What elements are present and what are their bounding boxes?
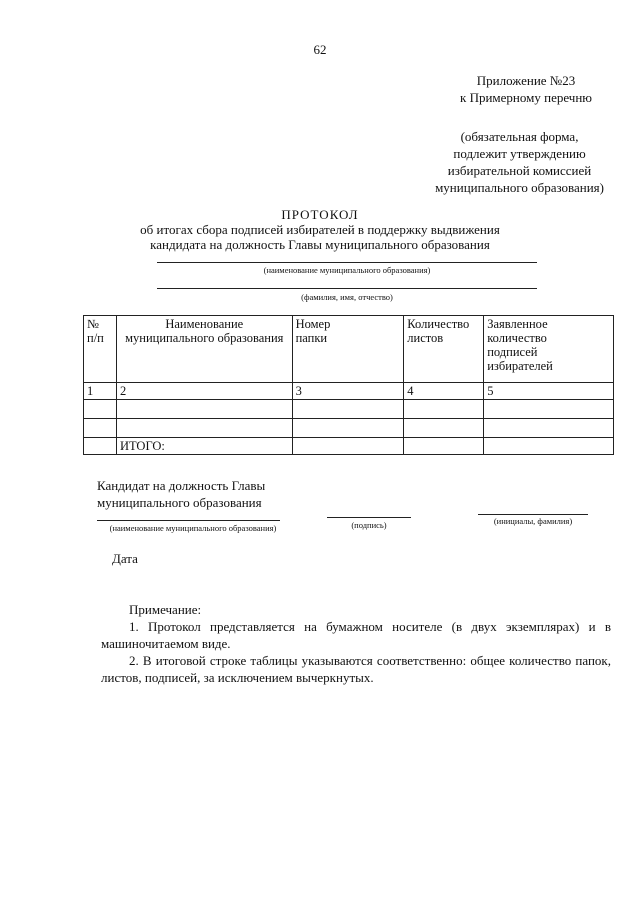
title-line-2: кандидата на должность Главы муниципального образования bbox=[150, 237, 490, 252]
header-folder-number: Номер папки bbox=[292, 316, 404, 383]
municipality-fill-line[interactable] bbox=[157, 262, 537, 263]
note-item-1: 1. Протокол представляется на бумажном носителе (в двух экземплярах) и в машиночитаемом виде. bbox=[101, 619, 611, 651]
table-cell[interactable] bbox=[484, 419, 614, 438]
table-row bbox=[84, 419, 614, 438]
approval-line-1: (обязательная форма, bbox=[460, 129, 579, 144]
notes-heading: Примечание: bbox=[129, 602, 202, 617]
signature-municipality-line[interactable] bbox=[97, 520, 280, 521]
header-declared-signatures: Заявленное количество подписей избирателей bbox=[484, 316, 614, 383]
col-number-4: 4 bbox=[404, 383, 484, 400]
signature-municipality-caption: (наименование муниципального образования) bbox=[109, 523, 277, 533]
table-cell[interactable] bbox=[404, 400, 484, 419]
col-number-2: 2 bbox=[116, 383, 292, 400]
title-heading: ПРОТОКОЛ bbox=[281, 207, 359, 222]
table-total-row bbox=[84, 438, 614, 455]
header-number: № п/п bbox=[84, 316, 117, 383]
table-row bbox=[84, 400, 614, 419]
fullname-fill-line[interactable] bbox=[157, 288, 537, 289]
table-cell bbox=[84, 438, 117, 455]
appendix-line-2: к Примерному перечню bbox=[460, 90, 592, 105]
table-cell[interactable] bbox=[116, 419, 292, 438]
header-sheet-count: Количество листов bbox=[404, 316, 484, 383]
header-municipality: Наименование муниципального образования bbox=[116, 316, 292, 383]
table-cell[interactable] bbox=[292, 419, 404, 438]
table-cell[interactable] bbox=[116, 400, 292, 419]
table-cell[interactable] bbox=[484, 400, 614, 419]
document-title bbox=[0, 207, 640, 252]
approval-line-2: подлежит утверждению bbox=[453, 146, 586, 161]
total-sheets[interactable] bbox=[404, 438, 484, 455]
col-number-1: 1 bbox=[84, 383, 117, 400]
candidate-line-1: Кандидат на должность Главы bbox=[97, 478, 266, 493]
fullname-caption: (фамилия, имя, отчество) bbox=[301, 292, 393, 302]
total-folders[interactable] bbox=[292, 438, 404, 455]
title-line-1: об итогах сбора подписей избирателей в поддержку выдвижения bbox=[140, 222, 500, 237]
date-label: Дата bbox=[112, 551, 138, 566]
total-label: ИТОГО: bbox=[116, 438, 292, 455]
approval-line-4: муниципального образования) bbox=[435, 180, 604, 195]
candidate-label bbox=[97, 477, 265, 511]
appendix-line-1: Приложение №23 bbox=[476, 73, 576, 88]
note-item-2: 2. В итоговой строке таблицы указываются соответственно: общее количество папок, листов, подписей, за исключением вычеркнутых. bbox=[101, 653, 611, 685]
table-cell[interactable] bbox=[404, 419, 484, 438]
initials-line[interactable] bbox=[478, 514, 588, 515]
signatures-table bbox=[83, 315, 614, 455]
signature-caption: (подпись) bbox=[351, 520, 387, 530]
notes-section bbox=[101, 601, 611, 686]
approval-note bbox=[435, 128, 604, 196]
col-number-5: 5 bbox=[484, 383, 614, 400]
candidate-line-2: муниципального образования bbox=[97, 495, 262, 510]
table-cell[interactable] bbox=[84, 400, 117, 419]
signature-line[interactable] bbox=[327, 517, 411, 518]
table-row bbox=[84, 383, 614, 400]
table-cell[interactable] bbox=[84, 419, 117, 438]
total-signatures[interactable] bbox=[484, 438, 614, 455]
municipality-caption: (наименование муниципального образования) bbox=[263, 265, 431, 275]
page-number: 62 bbox=[313, 42, 327, 57]
approval-line-3: избирательной комиссией bbox=[447, 163, 592, 178]
table-header-row bbox=[84, 316, 614, 383]
appendix-reference bbox=[460, 72, 592, 106]
col-number-3: 3 bbox=[292, 383, 404, 400]
table-cell[interactable] bbox=[292, 400, 404, 419]
initials-caption: (инициалы, фамилия) bbox=[493, 516, 573, 526]
